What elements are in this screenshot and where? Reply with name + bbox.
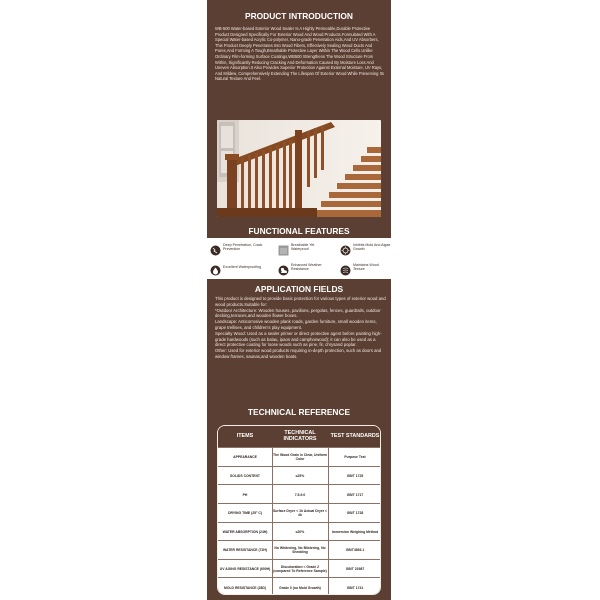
indicator-cell: Grade 0 (no Mold Growth): [279, 585, 321, 590]
reference-title: TECHNICAL REFERENCE: [247, 407, 351, 417]
standard-cell: GB/T 23987: [345, 567, 365, 572]
column-divider: [328, 467, 329, 486]
breathable-icon: [278, 243, 289, 254]
table-header: [218, 426, 381, 447]
header-indicators: TECHNICAL INDICATORS: [283, 429, 317, 442]
column-divider: [272, 467, 273, 486]
table-row: [218, 503, 381, 522]
table-row: [218, 577, 381, 595]
wood-texture-icon: [340, 263, 351, 274]
item-cell: DRYING TIME (25° C): [228, 511, 262, 516]
column-divider: [328, 560, 329, 579]
standard-cell: Purpose Test: [344, 455, 366, 460]
technical-reference-table: [217, 425, 381, 595]
table-row: [218, 484, 381, 503]
indicator-cell: The Wood Grain is Clear, Uniform Color: [272, 453, 327, 462]
application-line: *Outdoor Architecture: Wooden houses, pavilions, pergolas, fences, guardrails, outdoor decking,terraces,and wooden flower boxes.: [215, 307, 381, 319]
item-cell: PH: [242, 492, 248, 497]
column-divider: [328, 541, 329, 560]
table-row: [218, 559, 381, 578]
feature-label: Enhanced Weather Resistance: [291, 263, 322, 272]
item-cell: WATER ABSORPTION (24H): [222, 529, 268, 534]
application-line: Landscape: Anticorrosive wooden plank roads, garden furniture, small wooden items, grape trellises, and children's play equipment.: [215, 319, 377, 330]
intro-title: PRODUCT INTRODUCTION: [245, 11, 353, 21]
table-row: [218, 540, 381, 559]
feature-label: Deep Penetration, Crack Prevention: [223, 243, 263, 252]
standard-cell: GB/T 1728: [346, 511, 364, 516]
application-line: This product is designed to provide basic protection for various types of exterior wood and: [215, 296, 386, 301]
column-divider: [272, 485, 273, 504]
indicator-cell: Discoloration < Grade 2 (compared To Reference Sample): [273, 565, 327, 574]
column-divider: [328, 485, 329, 504]
indicator-cell: Surface Dryer < 1h Actual Dryer < 4h: [273, 509, 327, 518]
column-divider: [272, 523, 273, 542]
features-title: FUNCTIONAL FEATURES: [248, 226, 350, 236]
intro-text: WB-500 Water-based Exterior Wood Sealer Is A Highly Permeable,Durable Protective Product Designed Specifically For Exterior Wood And Wood Products.Formulated With A Special Water-based Acrylic Co-polymer, Nano-grade Penetration Aids,And UV Absorbers, This Product Deeply Penetrates Into Wood Fibers, Effectively Sealing Wood Ducts And Pores,And Forming A Tough,Breathable Protective Layer Within The Wood Cells.Unlike Ordinary Film-forming Surface Coatings,WB500 Strengthens The Wood Structure From Within, Significantly Reducing Cracking And Deformation Caused By Moisture Loss And Uneven Absorption.It Also Provides Superior Protection Against External Moisture, UV Rays, And Mildew, Comprehensively Extending The Lifespan Of Exterior Wood While Preserving Its Natural Texture And Feel.: [215, 26, 384, 82]
column-divider: [328, 504, 329, 523]
item-cell: APPEARANCE: [233, 455, 257, 460]
table-row: [218, 522, 381, 541]
application-line: Other: Used for exterior wood products requiring in-depth protection, such as doors and window frames, saunas,and wooden boats.: [215, 348, 382, 359]
application-title: APPLICATION FIELDS: [254, 284, 344, 294]
application-text: [215, 296, 387, 360]
waterproof-drop-icon: [210, 263, 221, 274]
application-line: wood products.Suitable for:: [215, 301, 268, 307]
header-items: ITEMS: [236, 432, 254, 439]
column-divider: [272, 541, 273, 560]
item-cell: WATER RESISTANCE (72H): [223, 548, 267, 553]
header-standards: TEST STANDARDS: [330, 432, 380, 439]
staircase-photo: [217, 120, 381, 217]
table-row: [218, 466, 381, 485]
table-row: [218, 447, 381, 466]
standard-cell: Immersion Weighing Method: [331, 529, 379, 534]
crack-prevention-icon: [210, 243, 221, 254]
column-divider: [328, 448, 329, 467]
application-line: Specialty Wood: Used as a sealer primer or direct protective agent before painting high-grade hardwoods (such as balau, ipaos and camphorwood); it can also be used as a direct protective coating for loose woods such as pine, fir, chrysand poplar.: [215, 330, 382, 348]
indicator-cell: ≤25%: [295, 473, 305, 478]
indicator-cell: No Whitening, No Blistering, No Shedding: [274, 546, 326, 555]
mold-inhibit-icon: [340, 243, 351, 254]
item-cell: SOLIDS CONTENT: [230, 473, 260, 478]
standard-cell: GB/T4893.1: [345, 548, 365, 553]
feature-label: Maintains Wood Texture: [353, 263, 379, 272]
column-divider: [328, 523, 329, 542]
indicator-cell: 7.5-9.0: [294, 492, 306, 497]
standard-cell: GB/T 1725: [346, 473, 364, 478]
standard-cell: GB/T 1717: [346, 492, 364, 497]
column-divider: [272, 504, 273, 523]
item-cell: MOLD RESISTANCE (28D): [224, 585, 266, 590]
standard-cell: GB/T 1741: [346, 585, 364, 590]
product-detail-strip: [207, 0, 391, 600]
features-panel: [207, 238, 391, 279]
indicator-cell: ≤20%: [295, 529, 305, 534]
feature-label: Excellent Waterproofing: [223, 265, 262, 269]
column-divider: [272, 560, 273, 579]
item-cell: UV AGING RESISTANCE (600H): [219, 567, 271, 572]
feature-label: Inhibits Mold And Algae Growth: [353, 243, 391, 252]
column-divider: [272, 448, 273, 467]
column-divider: [328, 578, 329, 595]
weather-resistance-icon: [278, 263, 289, 274]
feature-label: Breathable Yet Waterproof: [291, 243, 315, 252]
column-divider: [272, 578, 273, 595]
